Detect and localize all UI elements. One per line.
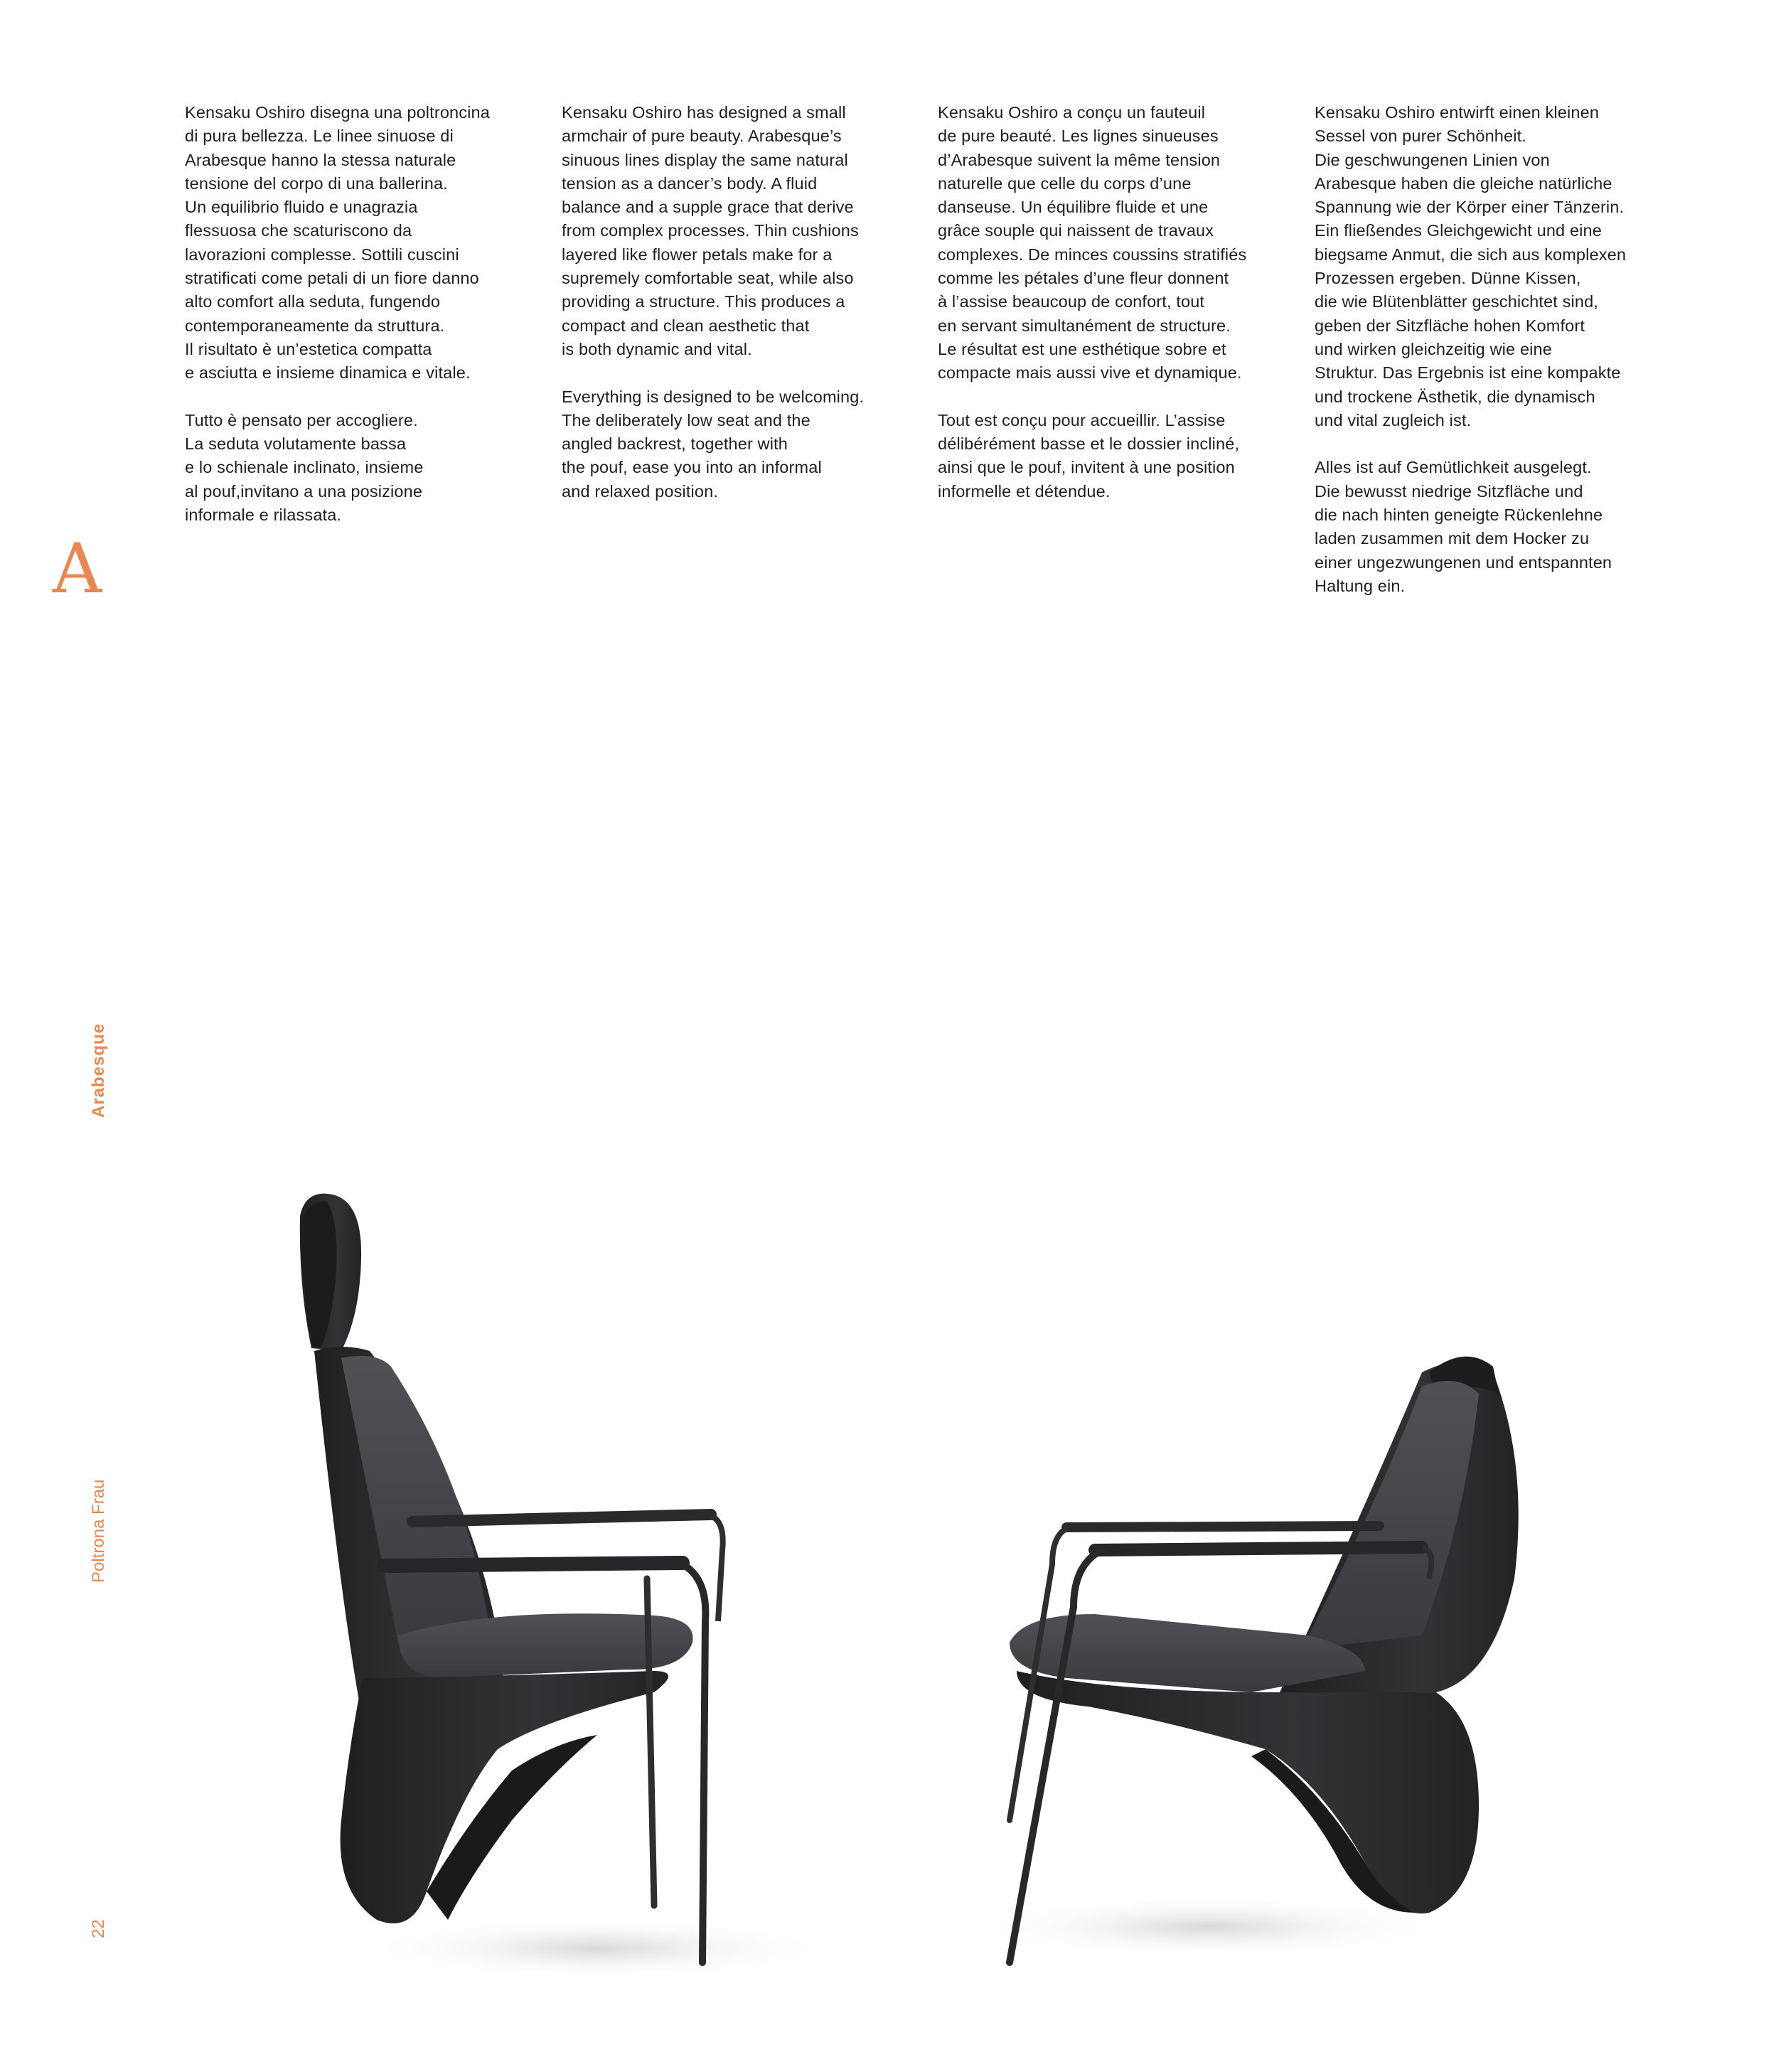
armchair-high-back	[300, 1194, 723, 1962]
paragraph-welcome-english: Everything is designed to be welcoming. The deliberately low seat and the angled backrest, together with the pouf, ease you into an informal and relaxed position.	[562, 387, 865, 501]
paragraph-welcome-french: Tout est conçu pour accueillir. L’assise délibérément basse et le dossier incliné, ainsi que le pouf, invitent à une position informelle et détendue.	[938, 410, 1240, 501]
text-column-italian	[185, 101, 540, 527]
text-column-french	[938, 101, 1293, 503]
armrest-front-right	[1095, 1547, 1422, 1550]
paragraph-welcome-german: Alles ist auf Gemütlichkeit ausgelegt. Die bewusst niedrige Sitzfläche und die nach hinten geneigte Rückenlehne laden zusammen mit dem Hocker zu einer ungezwungenen und entspannten Haltung ein.	[1315, 458, 1612, 595]
paragraph-intro-german: Kensaku Oshiro entwirft einen kleinen Sessel von purer Schönheit. Die geschwungenen Linien von Arabesque haben die gleiche natürliche Spannung wie der Körper einer Tänzerin. Ein fließendes Gleichgewicht und eine biegsame Anmut, die sich aus komplexen Prozessen ergeben. Dünne Kissen, die wie Blütenblätter geschichtet sind, geben der Sitzfläche hohen Komfort und wirken gleichzeitig wie eine Struktur. Das Ergebnis ist eine kompakte und trockene Ästhetik, die dynamisch und vital zugleich ist.	[1315, 103, 1627, 429]
seat-shell-right	[1017, 1671, 1479, 1913]
armrest-rear	[412, 1515, 711, 1522]
paragraph-intro-italian: Kensaku Oshiro disegna una poltroncina di pura bellezza. Le linee sinuose di Arabesque hanno la stessa naturale tensione del corpo di una ballerina. Un equilibrio fluido e unagrazia flessuosa che scaturiscono da lavorazioni complesse. Sottili cuscini stratificati come petali di un fiore danno alto comfort alla seduta, fungendo contemporaneamente da struttura. Il risultato è un’estetica compatta e asciutta e insieme dinamica e vitale.	[185, 103, 490, 383]
paragraph-intro-english: Kensaku Oshiro has designed a small armchair of pure beauty. Arabesque’s sinuous lines display the same natural tension as a dancer’s body. A fluid balance and a supple grace that derive from complex processes. Thin cushions layered like flower petals make for a supremely comfortable seat, while also providing a structure. This produces a compact and clean aesthetic that is both dynamic and vital.	[562, 103, 859, 358]
drop-initial-letter: A	[53, 529, 102, 609]
text-column-german	[1315, 101, 1670, 598]
armchair-medium-back	[1010, 1357, 1519, 1962]
frame-leg-front	[683, 1564, 705, 1962]
armrest-rear-right	[1066, 1526, 1379, 1527]
sidebar-brand-name: Poltrona Frau	[89, 1479, 108, 1583]
armrest-front	[384, 1563, 683, 1566]
page-number: 22	[89, 1919, 108, 1938]
paragraph-welcome-italian: Tutto è pensato per accogliere. La seduta volutamente bassa e lo schienale inclinato, insieme al pouf,invitano a una posizione informale e rilassata.	[185, 410, 424, 525]
paragraph-intro-french: Kensaku Oshiro a conçu un fauteuil de pure beauté. Les lignes sinueuses d’Arabesque suivent la même tension naturelle que celle du corps d’une danseuse. Un équilibre fluide et une grâce souple qui naissent de travaux complexes. De minces coussins stratifiés comme les pétales d’une fleur donnent à l’assise beaucoup de confort, tout en servant simultanément de structure. Le résultat est une esthétique sobre et compacte mais aussi vive et dynamique.	[938, 103, 1247, 383]
floor-shadow-right	[974, 1895, 1443, 1959]
sidebar-collection-title: Arabesque	[89, 1022, 108, 1118]
text-column-english	[562, 101, 917, 503]
armchairs-photo	[256, 1180, 1664, 2005]
floor-shadow-left	[363, 1916, 832, 1980]
